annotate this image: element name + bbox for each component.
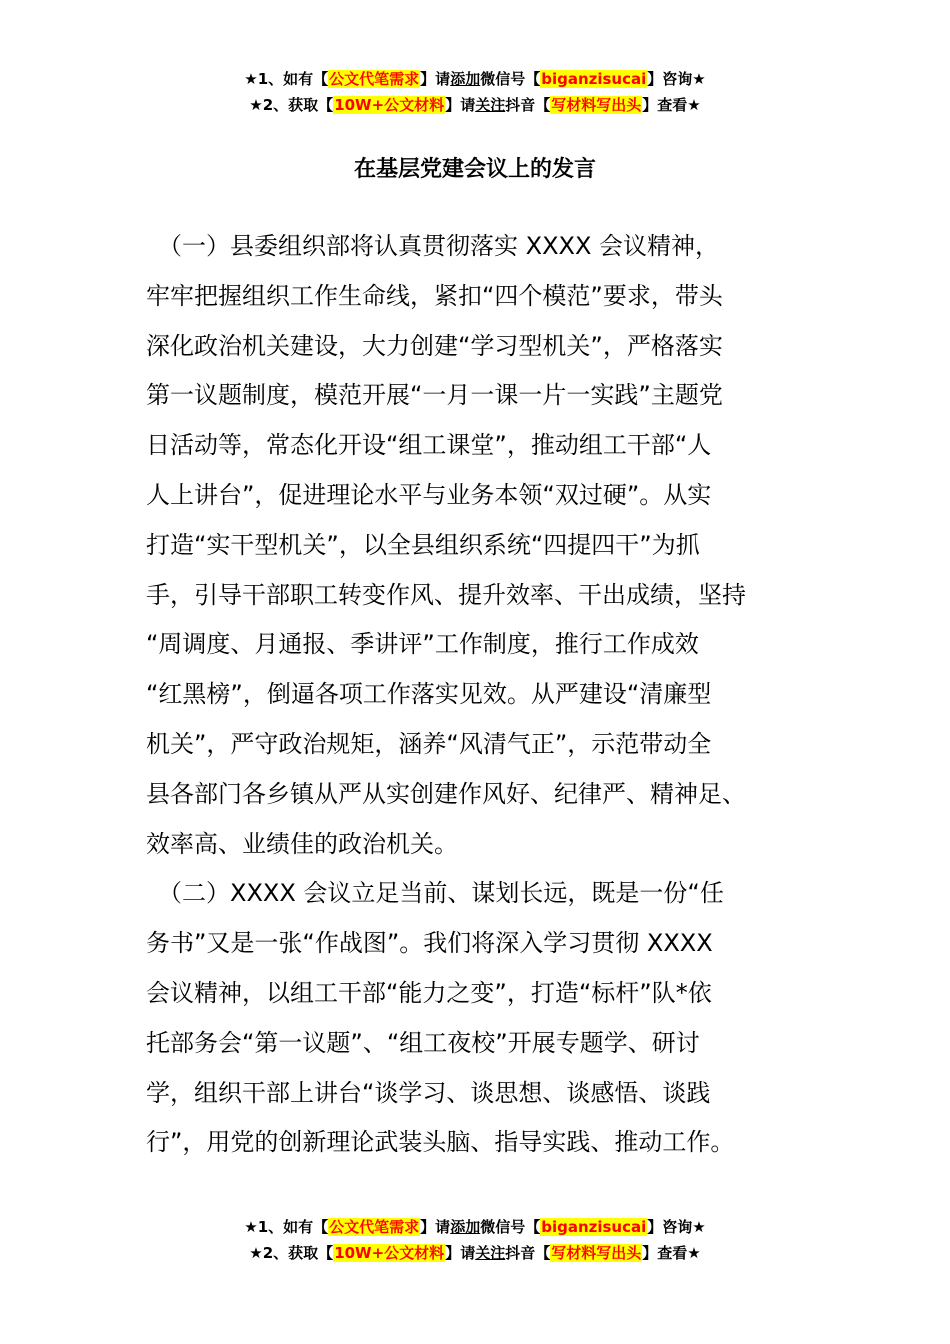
body-line: （二）XXXX 会议立足当前、谋划长远，既是一份“任 — [146, 879, 724, 908]
promo-text: 微信号【 — [480, 1218, 541, 1236]
body-line: 学，组织干部上讲台“谈学习、谈思想、谈感悟、谈践 — [146, 1078, 711, 1107]
body-line: 人上讲台”，促进理论水平与业务本领“双过硬”。从实 — [146, 480, 712, 509]
body-line: 深化政治机关建设，大力创建“学习型机关”，严格落实 — [146, 331, 723, 360]
promo-highlight: 10W+公文材料 — [334, 1244, 445, 1262]
body-line: 效率高、业绩佳的政治机关。 — [146, 829, 458, 858]
promo-text: 】请 — [420, 1218, 451, 1236]
promo-text: 抖音【 — [505, 96, 551, 114]
promo-underline: 添加 — [450, 70, 481, 88]
promo-highlight: 10W+公文材料 — [334, 96, 445, 114]
body-line: “周调度、月通报、季讲评”工作制度，推行工作成效 — [146, 630, 699, 659]
body-line: 第一议题制度，模范开展“一月一课一片一实践”主题党 — [146, 381, 723, 410]
promo-text: 】咨询★ — [647, 1218, 706, 1236]
body-line: “红黑榜”，倒逼各项工作落实见效。从严建设“清廉型 — [146, 680, 712, 709]
body-line: 牢牢把握组织工作生命线，紧扣“四个模范”要求，带头 — [146, 281, 723, 310]
promo-underline: 关注 — [475, 96, 506, 114]
body-line: 行”，用党的创新理论武装头脑、指导实践、推动工作。 — [146, 1128, 735, 1157]
body-line: 托部务会“第一议题”、“组工夜校”开展专题学、研讨 — [146, 1028, 700, 1057]
promo-banner-bottom — [0, 1214, 950, 1266]
promo-underline: 关注 — [475, 1244, 506, 1262]
promo-line-2 — [0, 92, 950, 118]
body-line: 务书”又是一张“作战图”。我们将深入学习贯彻 XXXX — [146, 929, 713, 958]
promo-text: ★1、如有【 — [244, 1218, 329, 1236]
promo-text: 】请 — [420, 70, 451, 88]
promo-line-2 — [0, 1240, 950, 1266]
promo-text: 】请 — [445, 96, 476, 114]
promo-highlight: 公文代笔需求 — [329, 1218, 420, 1236]
promo-banner-top — [0, 66, 950, 118]
promo-highlight: 公文代笔需求 — [329, 70, 420, 88]
promo-wechat-id: biganzisucai — [541, 1218, 647, 1236]
promo-text: ★1、如有【 — [244, 70, 329, 88]
promo-douyin-id: 写材料写出头 — [551, 96, 642, 114]
body-line: 会议精神，以组工干部“能力之变”，打造“标杆”队*依 — [146, 978, 712, 1007]
promo-text: 微信号【 — [480, 70, 541, 88]
promo-underline: 添加 — [450, 1218, 481, 1236]
body-line: 打造“实干型机关”，以全县组织系统“四提四干”为抓 — [146, 530, 700, 559]
body-line: 县各部门各乡镇从严从实创建作风好、纪律严、精神足、 — [146, 779, 746, 808]
promo-line-1 — [0, 66, 950, 92]
promo-wechat-id: biganzisucai — [541, 70, 647, 88]
promo-text: 】咨询★ — [647, 70, 706, 88]
body-line: 日活动等，常态化开设“组工课堂”，推动组工干部“人 — [146, 431, 712, 460]
promo-text: 】查看★ — [642, 1244, 701, 1262]
promo-line-1 — [0, 1214, 950, 1240]
promo-text: 】查看★ — [642, 96, 701, 114]
body-line: 机关”，严守政治规矩，涵养“风清气正”，示范带动全 — [146, 729, 712, 758]
promo-douyin-id: 写材料写出头 — [551, 1244, 642, 1262]
promo-text: ★2、获取【 — [249, 1244, 334, 1262]
promo-text: ★2、获取【 — [249, 96, 334, 114]
promo-text: 】请 — [445, 1244, 476, 1262]
body-line: 手，引导干部职工转变作风、提升效率、干出成绩，坚持 — [146, 580, 746, 609]
document-body — [146, 222, 810, 1168]
promo-text: 抖音【 — [505, 1244, 551, 1262]
document-title: 在基层党建会议上的发言 — [353, 157, 596, 182]
body-line: （一）县委组织部将认真贯彻落实 XXXX 会议精神， — [146, 232, 720, 260]
